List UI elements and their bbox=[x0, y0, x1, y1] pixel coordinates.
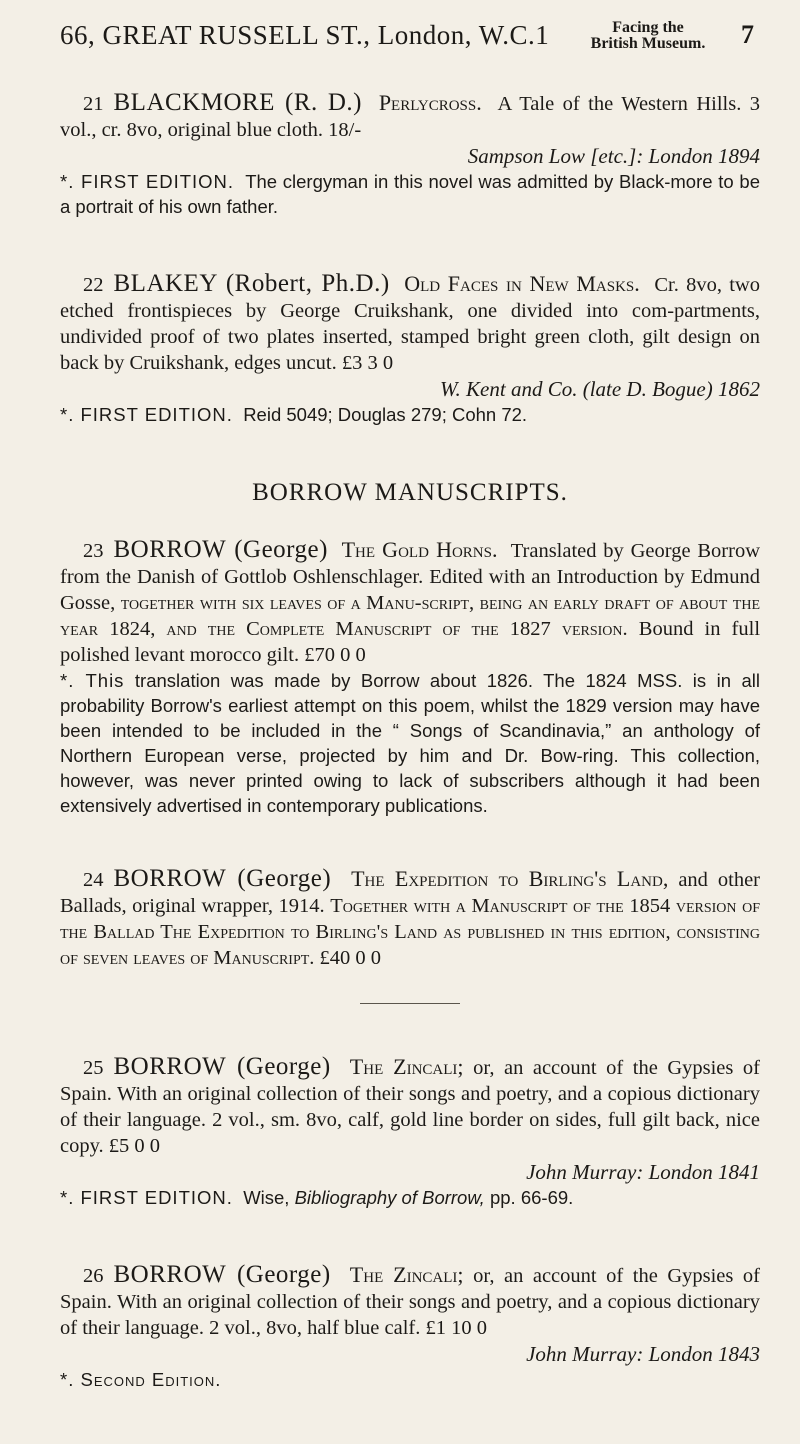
entry-number: 22 bbox=[83, 274, 104, 296]
note-text: The clergyman in this novel was admitted by Black-more to be a portrait of his own father. bbox=[60, 171, 760, 217]
catalogue-entry bbox=[60, 866, 760, 971]
note-lead: *. Second Edition. bbox=[60, 1369, 222, 1390]
note-pages: pp. 66-69. bbox=[489, 1187, 574, 1208]
entry-price: £40 0 0 bbox=[319, 947, 382, 969]
entry-author: BORROW (George) bbox=[113, 1261, 331, 1288]
entry-author: BLACKMORE (R. D.) bbox=[113, 89, 362, 116]
entry-number: 23 bbox=[83, 540, 104, 562]
entry-description: A Tale of the Western Hills. 3 vol., cr. 8vo, original blue cloth. 18/- bbox=[60, 93, 760, 141]
entry-author: BORROW (George) bbox=[113, 865, 332, 892]
note-lead: *. FIRST EDITION. bbox=[60, 1187, 233, 1208]
note-text: Reid 5049; Douglas 279; Cohn 72. bbox=[243, 404, 528, 425]
entry-number: 24 bbox=[83, 869, 104, 891]
entry-note bbox=[60, 169, 760, 219]
entry-author: BORROW (George) bbox=[113, 1053, 331, 1080]
entry-author: BORROW (George) bbox=[113, 536, 328, 563]
page-number: 7 bbox=[741, 20, 754, 49]
entry-note bbox=[60, 668, 760, 818]
note-reference-title: Bibliography of Borrow, bbox=[294, 1187, 485, 1208]
catalogue-entry bbox=[60, 537, 760, 818]
entry-imprint: John Murray: London 1843 bbox=[526, 1342, 760, 1366]
facing-note-line2: British Museum. bbox=[590, 35, 706, 52]
catalogue-entry bbox=[60, 1054, 760, 1210]
catalogue-entry bbox=[60, 90, 760, 219]
entry-manuscript-note: Together with a Manuscript of the 1854 version of the Ballad The Expedition to Birling's Land as published in this edition, consisting of seven leaves of Manuscript. bbox=[60, 895, 760, 969]
entry-title: Perlycross. bbox=[378, 90, 482, 115]
entry-number: 26 bbox=[83, 1265, 104, 1287]
entry-description: Translated by George Borrow from the Danish of Gottlob Oshlenschlager. Edited with an Introduction by Edmund Gosse, bbox=[60, 540, 760, 614]
note-lead: *. FIRST EDITION. bbox=[60, 171, 235, 192]
entry-note bbox=[60, 402, 760, 427]
entry-description: and other Ballads, original wrapper, 1914. bbox=[60, 869, 761, 917]
catalogue-entries bbox=[60, 90, 760, 1444]
note-lead: *. FIRST EDITION. bbox=[60, 404, 233, 425]
entry-title: The Gold Horns. bbox=[341, 537, 498, 562]
note-text: Wise, bbox=[243, 1187, 290, 1208]
facing-note-line1: Facing the bbox=[612, 19, 684, 36]
catalogue-entry bbox=[60, 1262, 760, 1392]
entry-imprint: Sampson Low [etc.]: London 1894 bbox=[467, 144, 760, 168]
facing-note bbox=[573, 20, 723, 52]
entry-number: 21 bbox=[83, 93, 104, 115]
entry-title: The Zincali; bbox=[349, 1054, 464, 1079]
note-text: translation was made by Borrow about 1826. The 1824 MSS. is in all probability Borrow's earliest attempt on this poem, whilst the 1829 version may have been intended to be included in the “ Songs of Scandinavia,” an anthology of Northern European verse, projected by him and Dr. Bow-ring. This collection, however, was never printed owing to lack of subscribers although it had been extensively advertised in contemporary publications. bbox=[60, 670, 761, 816]
entry-manuscript-note: together with six leaves of a Manu-script, being an early draft of about the year 1824, and the Complete Manuscript of the 1827 version. bbox=[60, 592, 760, 640]
entry-title: Old Faces in New Masks. bbox=[404, 271, 640, 296]
entry-number: 25 bbox=[83, 1057, 104, 1079]
entry-imprint: W. Kent and Co. (late D. Bogue) 1862 bbox=[439, 377, 760, 401]
entry-description: or, an account of the Gypsies of Spain. With an original collection of their songs and poetry, and a copious dictionary of their language. 2 vol., sm. 8vo, calf, gold line border on sides, full gilt back, nice copy. £5 0 0 bbox=[60, 1057, 760, 1157]
note-lead: *. This bbox=[60, 670, 125, 691]
entry-description: Cr. 8vo, two etched frontispieces by George Cruikshank, one divided into com-partments, undivided proof of two plates inserted, stamped bright green cloth, gilt design on back by Cruikshank, edges uncut. £3 3 0 bbox=[60, 274, 761, 374]
entry-note bbox=[60, 1367, 760, 1392]
entry-note bbox=[60, 1185, 760, 1210]
page-header bbox=[60, 20, 760, 70]
entry-title: The Expedition to Birling's Land, bbox=[351, 866, 669, 891]
bookseller-address: 66, GREAT RUSSELL ST., London, W.C.1 bbox=[60, 20, 550, 50]
entry-imprint: John Murray: London 1841 bbox=[526, 1160, 760, 1184]
entry-title: The Zincali; bbox=[349, 1262, 464, 1287]
entry-description: or, an account of the Gypsies of Spain. With an original collection of their songs and poetry, and a copious dictionary of their language. 2 vol., 8vo, half blue calf. £1 10 0 bbox=[60, 1265, 760, 1339]
section-heading: BORROW MANUSCRIPTS. bbox=[252, 479, 568, 506]
entry-binding: Bound in full polished levant morocco gilt. £70 0 0 bbox=[60, 618, 761, 666]
entry-author: BLAKEY (Robert, Ph.D.) bbox=[113, 270, 390, 297]
divider-rule bbox=[360, 1003, 460, 1004]
catalogue-entry bbox=[60, 271, 760, 427]
